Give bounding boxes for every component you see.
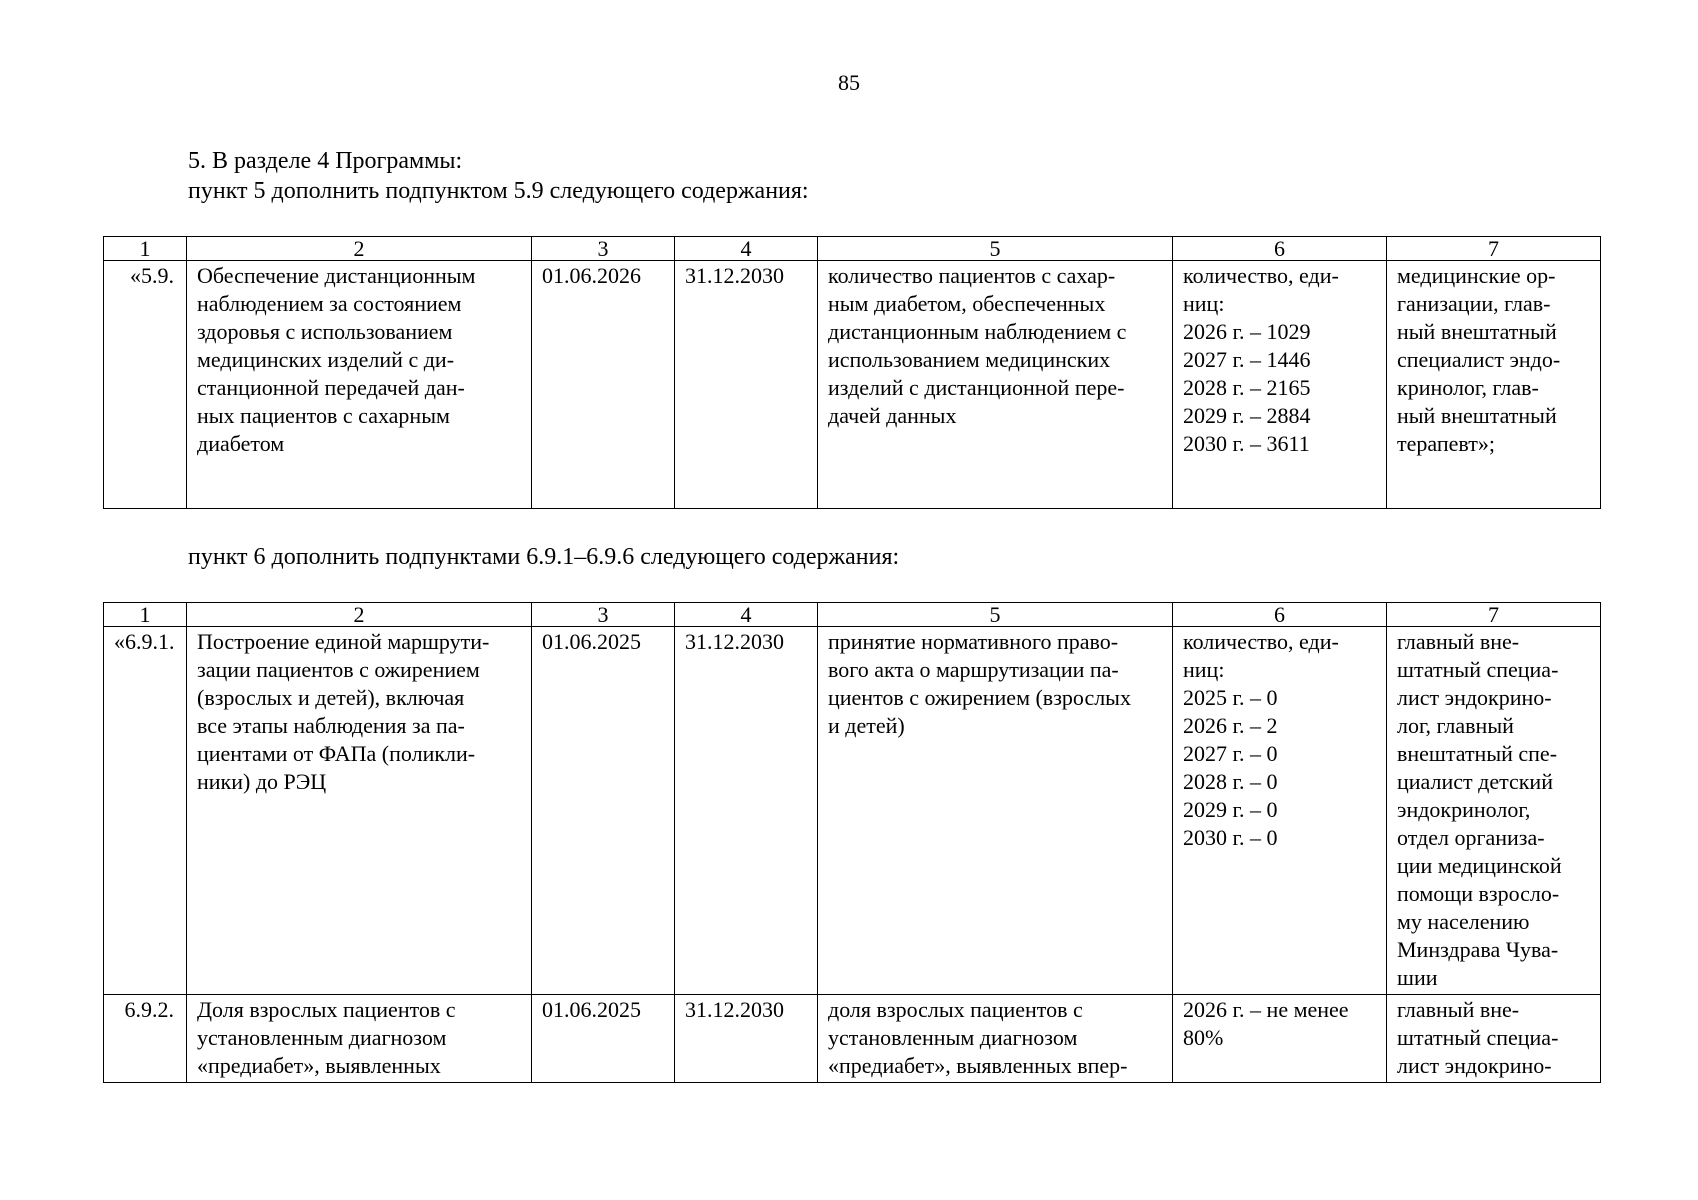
row-number: «6.9.1. xyxy=(104,627,187,995)
column-number-3: 3 xyxy=(532,603,675,627)
indicator-values: 2026 г. – не менее 80% xyxy=(1173,995,1387,1083)
start-date: 01.06.2025 xyxy=(532,995,675,1083)
column-number-5: 5 xyxy=(818,603,1173,627)
page-number: 85 xyxy=(838,70,860,95)
column-number-5: 5 xyxy=(818,237,1173,261)
column-number-4: 4 xyxy=(675,237,818,261)
table-row xyxy=(104,995,1601,1083)
table-row xyxy=(104,261,1601,509)
column-number-7: 7 xyxy=(1387,237,1601,261)
column-number-6: 6 xyxy=(1173,237,1387,261)
measure-name: Обеспечение дистанционным наблюдением за состоянием здоровья с использованием медицинских изделий с ди- станционной передачей дан- ных пациентов с сахарным диабетом xyxy=(187,261,532,509)
column-number-7: 7 xyxy=(1387,603,1601,627)
table-row xyxy=(104,627,1601,995)
indicator: количество пациентов с сахар- ным диабетом, обеспеченных дистанционным наблюдением с использованием медицинских изделий с дистанционной пере- дачей данных xyxy=(818,261,1173,509)
row-number: 6.9.2. xyxy=(104,995,187,1083)
column-number-1: 1 xyxy=(104,237,187,261)
column-number-1: 1 xyxy=(104,603,187,627)
column-number-2: 2 xyxy=(187,237,532,261)
intro-paragraph xyxy=(188,146,809,206)
column-number-3: 3 xyxy=(532,237,675,261)
indicator: доля взрослых пациентов с установленным диагнозом «предиабет», выявленных впер- xyxy=(818,995,1173,1083)
start-date: 01.06.2026 xyxy=(532,261,675,509)
column-number-6: 6 xyxy=(1173,603,1387,627)
indicator-values: количество, еди- ниц: 2026 г. – 1029 2027 г. – 1446 2028 г. – 2165 2029 г. – 2884 2030 г. – 3611 xyxy=(1173,261,1387,509)
table-header-row xyxy=(104,603,1601,627)
measure-name: Доля взрослых пациентов с установленным диагнозом «предиабет», выявленных xyxy=(187,995,532,1083)
table-subsection-5-9 xyxy=(103,236,1601,509)
indicator-values: количество, еди- ниц: 2025 г. – 0 2026 г. – 2 2027 г. – 0 2028 г. – 0 2029 г. – 0 2030 г. – 0 xyxy=(1173,627,1387,995)
subsection-5-caption: пункт 5 дополнить подпунктом 5.9 следующего содержания: xyxy=(188,178,809,204)
column-number-2: 2 xyxy=(187,603,532,627)
column-number-4: 4 xyxy=(675,603,818,627)
responsible: медицинские ор- ганизации, глав- ный внештатный специалист эндо- кринолог, глав- ный внештатный терапевт»; xyxy=(1387,261,1601,509)
end-date: 31.12.2030 xyxy=(675,261,818,509)
table-header-row xyxy=(104,237,1601,261)
indicator: принятие нормативного право- вого акта о маршрутизации па- циентов с ожирением (взрослых и детей) xyxy=(818,627,1173,995)
measure-name: Построение единой маршрути- зации пациентов с ожирением (взрослых и детей), включая все этапы наблюдения за па- циентами от ФАПа (поликли- ники) до РЭЦ xyxy=(187,627,532,995)
responsible: главный вне- штатный специа- лист эндокрино- лог, главный внештатный спе- циалист детский эндокринолог, отдел организа- ции медицинской помощи взросло- му населению Минздрава Чува- шии xyxy=(1387,627,1601,995)
responsible: главный вне- штатный специа- лист эндокрино- xyxy=(1387,995,1601,1083)
row-number: «5.9. xyxy=(104,261,187,509)
end-date: 31.12.2030 xyxy=(675,995,818,1083)
subsection-6-caption: пункт 6 дополнить подпунктами 6.9.1–6.9.6 следующего содержания: xyxy=(188,544,900,570)
end-date: 31.12.2030 xyxy=(675,627,818,995)
start-date: 01.06.2025 xyxy=(532,627,675,995)
section-heading: 5. В разделе 4 Программы: xyxy=(188,148,463,174)
table-subsection-6-9 xyxy=(103,602,1601,1083)
